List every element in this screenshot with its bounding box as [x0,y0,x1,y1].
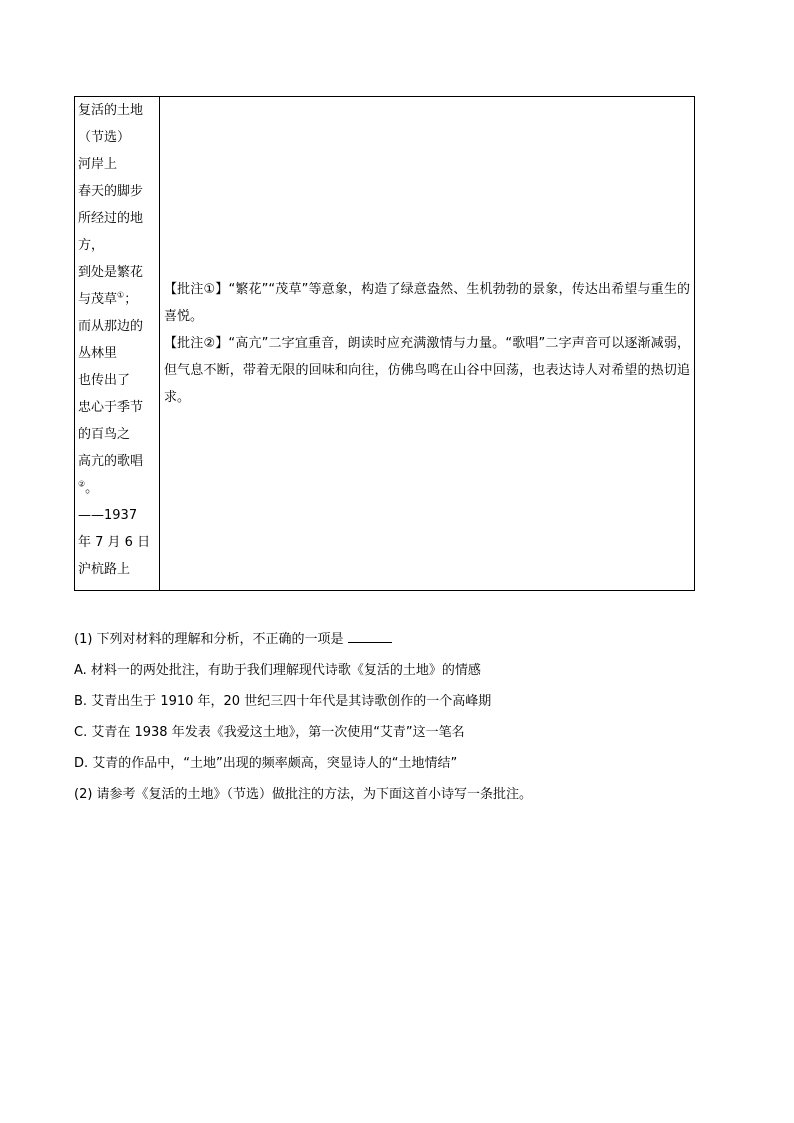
poem-line: 也传出了 [78,373,131,388]
option-a: A. 材料一的两处批注，有助于我们理解现代诗歌《复活的土地》的情感 [74,663,481,678]
poem-line-with-marker [78,286,157,313]
answer-blank [348,630,392,643]
poem-line-text: 与茂草 [78,292,118,307]
table-row [75,97,695,591]
poem-place: 沪杭路上 [78,562,131,577]
poem-line: 丛林里 [78,346,118,361]
poem-line: 的百鸟之 [78,427,131,442]
poem-line: 春天的脚步 [78,184,144,199]
option-d: D. 艾青的作品中，“土地”出现的频率颇高，突显诗人的“土地情结” [74,756,458,771]
poem-line: 忠心于季节 [78,400,144,415]
poem-line-with-marker [78,475,157,502]
poem-line-punct: 。 [85,481,99,496]
annotation-2: 【批注②】“高亢”二字宜重音，朗读时应充满激情与力量。“歌唱”二字声音可以逐渐减弱，但气息不断，带着无限的回味和向往，仿佛鸟鸣在山谷中回荡，也表达诗人对希望的热切追求。 [164,336,690,405]
option-b: B. 艾青出生于 1910 年，20 世纪三四十年代是其诗歌创作的一个高峰期 [74,694,492,709]
note-marker-1: ① [117,290,125,300]
annotation-1: 【批注①】“繁花”“茂草”等意象，构造了绿意盎然、生机勃勃的景象，传达出希望与重生的喜悦。 [164,282,690,324]
poem-subtitle: （节选） [78,130,131,145]
poem-line: 方， [78,238,105,253]
material-table [74,96,695,591]
question-2: (2) 请参考《复活的土地》（节选）做批注的方法，为下面这首小诗写一条批注。 [74,787,533,802]
note-marker-2: ② [78,479,86,489]
notes-cell [160,97,695,591]
poem-line: 到处是繁花 [78,265,144,280]
option-c: C. 艾青在 1938 年发表《我爱这土地》，第一次使用“艾青”这一笔名 [74,725,465,740]
poem-title: 复活的土地 [78,103,144,118]
question-1-text: (1) 下列对材料的理解和分析，不正确的一项是 [74,632,344,647]
poem-date: ——1937 [78,508,138,523]
poem-line: 而从那边的 [78,319,144,334]
questions-section [74,624,714,810]
poem-line: 所经过的地 [78,211,144,226]
poem-cell [75,97,160,591]
poem-date: 年 7 月 6 日 [78,535,151,550]
poem-line: 河岸上 [78,157,118,172]
poem-line-punct: ； [124,292,138,307]
question-1 [74,624,714,655]
poem-line: 高亢的歌唱 [78,454,144,469]
